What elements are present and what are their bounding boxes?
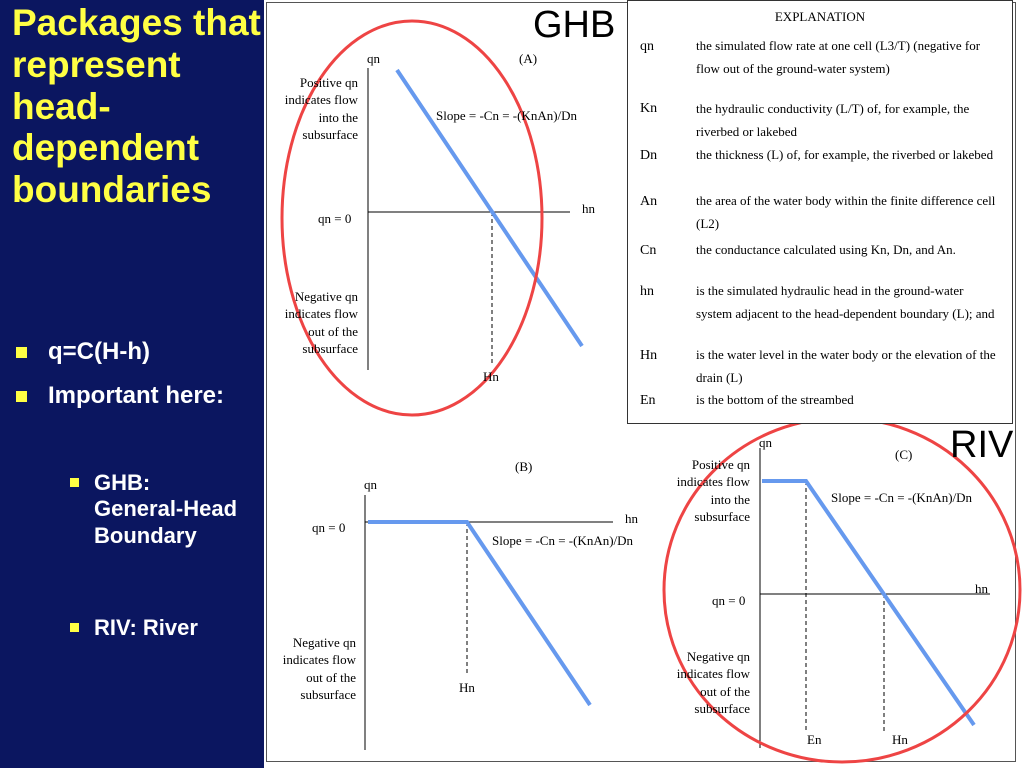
explanation-symbol: Kn bbox=[640, 101, 658, 116]
explanation-text: is the simulated hydraulic head in the ground-water system adjacent to the head-dependent boundary (L); and bbox=[696, 283, 995, 321]
graph-b-Hn-label: Hn bbox=[459, 680, 475, 695]
explanation-symbol: qn bbox=[640, 39, 654, 54]
graph-c-slope-label: Slope = -Cn = -(KnAn)/Dn bbox=[831, 490, 973, 505]
graph-c-tag: (C) bbox=[895, 447, 913, 462]
explanation-text: the area of the water body within the finite difference cell (L2) bbox=[696, 193, 996, 231]
graph-c-negative-note: Negative qn indicates flow out of the subsurface bbox=[676, 649, 750, 716]
graph-b-negative-note: Negative qn indicates flow out of the subsurface bbox=[282, 635, 356, 702]
graph-a-Hn-label: Hn bbox=[483, 369, 499, 384]
graph-b-hn-label: hn bbox=[625, 511, 638, 526]
graph-a-hn-label: hn bbox=[582, 201, 595, 216]
graph-c-hn-label: hn bbox=[975, 581, 988, 596]
graph-c-qzero-label: qn = 0 bbox=[712, 593, 746, 608]
explanation-text: is the bottom of the streambed bbox=[696, 392, 854, 407]
riv-label: RIV bbox=[950, 424, 1014, 466]
explanation-text: the thickness (L) of, for example, the riverbed or lakebed bbox=[696, 147, 994, 162]
ghb-label: GHB bbox=[533, 4, 616, 46]
graph-b-qzero-label: qn = 0 bbox=[312, 520, 346, 535]
explanation-symbol: Cn bbox=[640, 243, 657, 258]
graph-a-tag: (A) bbox=[519, 51, 538, 66]
graph-b-tag: (B) bbox=[515, 459, 533, 474]
explanation-box bbox=[627, 0, 1013, 424]
graph-c-En-label: En bbox=[807, 732, 822, 747]
subbullet-ghb: GHB: General-Head Boundary bbox=[94, 470, 244, 549]
graph-b-qn-label: qn bbox=[364, 477, 377, 492]
explanation-text: is the water level in the water body or the elevation of the drain (L) bbox=[696, 347, 996, 385]
explanation-text: the conductance calculated using Kn, Dn, and An. bbox=[696, 242, 956, 257]
explanation-symbol: Dn bbox=[640, 148, 658, 163]
bullet-important: Important here: bbox=[48, 382, 248, 411]
explanation-symbol: Hn bbox=[640, 348, 658, 363]
explanation-text: the simulated flow rate at one cell (L3/T) (negative for flow out of the ground-water system) bbox=[696, 38, 981, 76]
subbullet-riv: RIV: River bbox=[94, 615, 244, 641]
graph-c-qn-label: qn bbox=[759, 435, 772, 450]
explanation-symbol: An bbox=[640, 194, 658, 209]
explanation-text: the hydraulic conductivity (L/T) of, for example, the riverbed or lakebed bbox=[696, 101, 970, 139]
bullet-equation: q=C(H-h) bbox=[48, 338, 150, 367]
graph-a-negative-note: Negative qn indicates flow out of the subsurface bbox=[284, 289, 358, 356]
explanation-symbol: hn bbox=[640, 284, 654, 299]
graph-c-flow-line bbox=[762, 481, 974, 725]
graph-b-slope-label: Slope = -Cn = -(KnAn)/Dn bbox=[492, 533, 634, 548]
graph-a-positive-note: Positive qn indicates flow into the subsurface bbox=[284, 75, 358, 142]
graph-c-Hn-label: Hn bbox=[892, 732, 908, 747]
graph-a-qzero-label: qn = 0 bbox=[318, 211, 352, 226]
graph-a-slope-label: Slope = -Cn = -(KnAn)/Dn bbox=[436, 108, 578, 123]
graph-c-positive-note: Positive qn indicates flow into the subsurface bbox=[676, 457, 750, 524]
explanation-symbol: En bbox=[640, 393, 656, 408]
slide-title: Packages that represent head-dependent boundaries bbox=[12, 2, 261, 211]
explanation-title: EXPLANATION bbox=[774, 9, 866, 24]
graph-a-qn-label: qn bbox=[367, 51, 380, 66]
